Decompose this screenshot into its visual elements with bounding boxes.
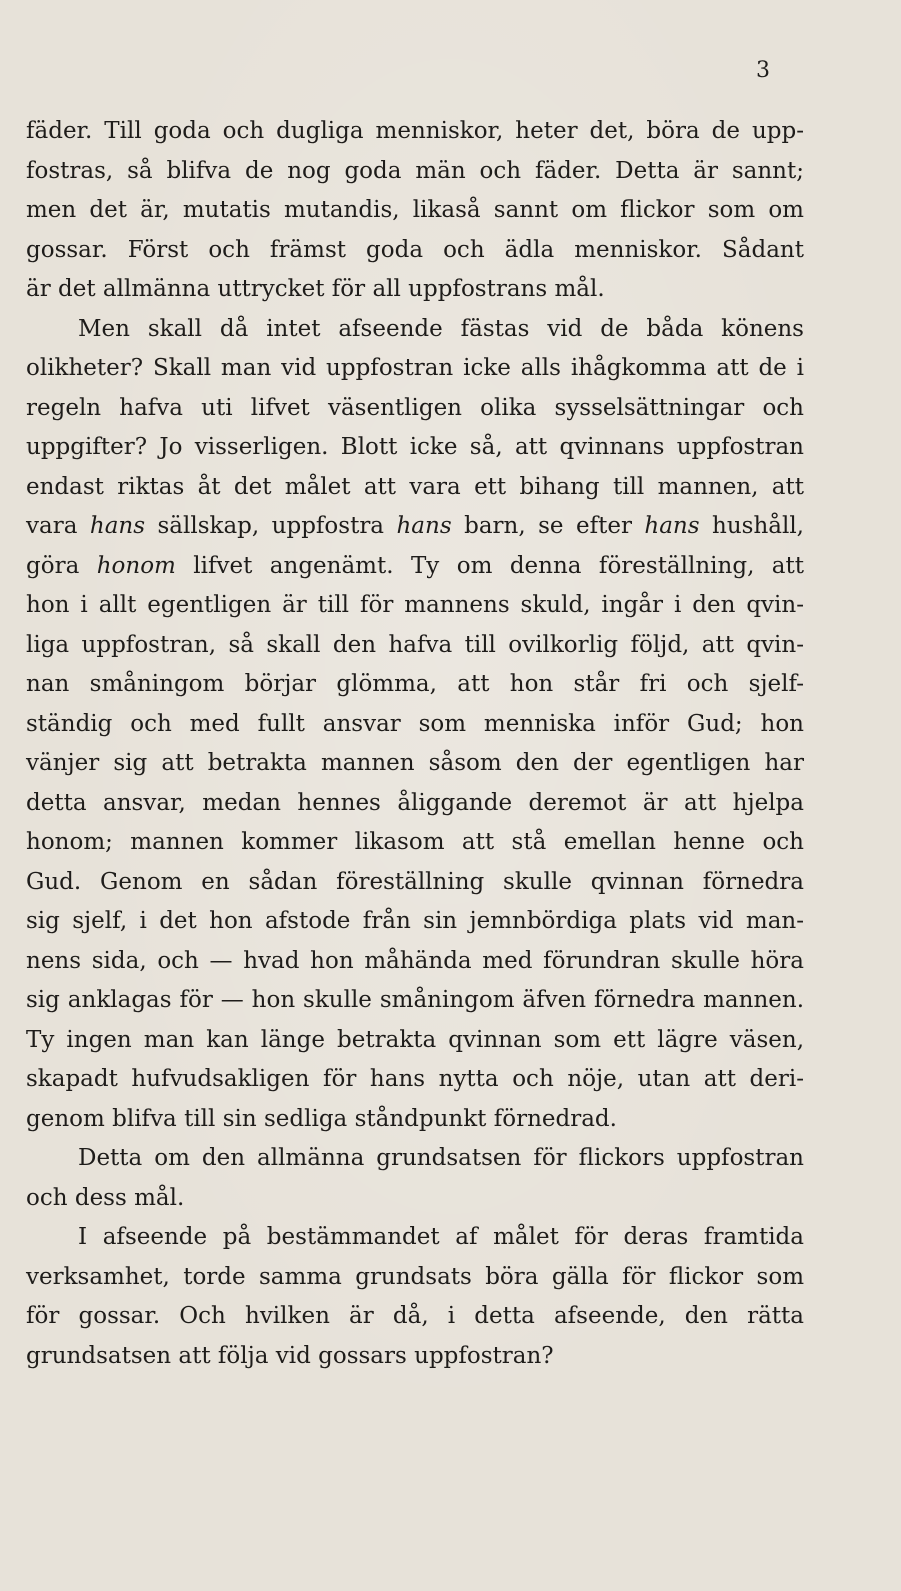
text-segment: barn, se efter — [451, 513, 645, 539]
text-segment: och dess mål. — [26, 1184, 185, 1211]
body-text — [26, 112, 804, 1376]
text-line — [26, 1337, 804, 1377]
text-segment: sig anklagas för — hon skulle småningom äfven förnedra mannen. — [26, 987, 804, 1013]
text-line — [26, 981, 804, 1021]
text-line — [26, 586, 804, 626]
text-segment: genom blifva till sin sedliga ståndpunkt förnedrad. — [26, 1105, 617, 1132]
text-line — [26, 1021, 804, 1061]
text-line — [26, 270, 804, 310]
text-segment: skapadt hufvudsakligen för hans nytta och nöje, utan att deri- — [26, 1066, 804, 1092]
text-segment: honom; mannen kommer likasom att stå emellan henne och — [26, 829, 804, 855]
text-line — [26, 1258, 804, 1298]
text-line — [26, 1218, 804, 1258]
text-line — [26, 863, 804, 903]
text-line — [26, 626, 804, 666]
text-line — [26, 665, 804, 705]
italic-word: hans — [396, 513, 452, 539]
text-line — [26, 1179, 804, 1219]
text-segment: olikheter? Skall man vid uppfostran icke alls ihågkomma att de i — [26, 355, 804, 381]
text-segment: hon i allt egentligen är till för mannens skuld, ingår i den qvin- — [26, 592, 804, 618]
text-segment: fäder. Till goda och dugliga menniskor, heter det, böra de upp- — [26, 118, 804, 144]
text-line — [26, 428, 804, 468]
text-segment: detta ansvar, medan hennes åliggande deremot är att hjelpa — [26, 789, 804, 816]
text-segment: Gud. Genom en sådan föreställning skulle qvinnan förnedra — [26, 868, 804, 895]
text-segment: gossar. Först och främst goda och ädla menniskor. Sådant — [26, 236, 804, 263]
text-segment: regeln hafva uti lifvet väsentligen olika sysselsättningar och — [26, 394, 804, 421]
text-segment: ständig och med fullt ansvar som menniska inför Gud; hon — [26, 710, 804, 737]
text-line — [26, 1060, 804, 1100]
text-segment: sig sjelf, i det hon afstode från sin jemnbördiga plats vid man- — [26, 908, 804, 934]
text-segment: nens sida, och — hvad hon måhända med förundran skulle höra — [26, 947, 804, 974]
text-line — [26, 310, 804, 350]
text-line — [26, 547, 804, 587]
text-segment: fostras, så blifva de nog goda män och fäder. Detta är sannt; — [26, 157, 804, 184]
text-line — [26, 389, 804, 429]
italic-word: hans — [644, 513, 700, 539]
text-segment: uppgifter? Jo visserligen. Blott icke så, att qvinnans uppfostran — [26, 434, 804, 460]
text-segment: nan småningom börjar glömma, att hon står fri och sjelf- — [26, 671, 804, 697]
text-line — [26, 152, 804, 192]
text-segment: liga uppfostran, så skall den hafva till ovilkorlig följd, att qvin- — [26, 631, 804, 658]
text-line — [26, 231, 804, 271]
text-segment: Ty ingen man kan länge betrakta qvinnan som ett lägre väsen, — [26, 1026, 804, 1053]
text-line — [26, 823, 804, 863]
text-line — [26, 784, 804, 824]
text-segment: men det är, mutatis mutandis, likaså sannt om flickor som om — [26, 197, 804, 223]
text-segment: verksamhet, torde samma grundsats böra gälla för flickor som — [26, 1263, 804, 1290]
text-segment: vara — [26, 513, 90, 539]
text-line — [26, 507, 804, 547]
text-line — [26, 1297, 804, 1337]
text-line — [26, 1139, 804, 1179]
text-line — [26, 902, 804, 942]
text-line — [26, 1100, 804, 1140]
text-line — [26, 705, 804, 745]
text-segment: för gossar. Och hvilken är då, i detta afseende, den rätta — [26, 1303, 804, 1329]
text-line — [26, 468, 804, 508]
text-segment: endast riktas åt det målet att vara ett bihang till mannen, att — [26, 473, 804, 500]
italic-word: hans — [89, 513, 146, 539]
text-line — [26, 744, 804, 784]
text-line — [26, 191, 804, 231]
page-number: 3 — [756, 58, 770, 83]
text-line — [26, 112, 804, 152]
text-segment: I afseende på bestämmandet af målet för deras framtida — [78, 1224, 804, 1250]
text-segment: göra — [26, 552, 97, 579]
text-segment: sällskap, uppfostra — [145, 513, 397, 539]
text-segment: lifvet angenämt. Ty om denna föreställning, att — [175, 552, 805, 579]
italic-word: honom — [96, 552, 176, 579]
text-line — [26, 942, 804, 982]
text-segment: Men skall då intet afseende fästas vid de båda könens — [78, 315, 804, 342]
text-segment: vänjer sig att betrakta mannen såsom den der egentligen har — [26, 750, 804, 776]
text-line — [26, 349, 804, 389]
text-segment: är det allmänna uttrycket för all uppfostrans mål. — [26, 276, 605, 302]
text-segment: grundsatsen att följa vid gossars uppfostran? — [26, 1342, 554, 1369]
text-segment: hushåll, — [699, 513, 804, 539]
text-segment: Detta om den allmänna grundsatsen för flickors uppfostran — [78, 1145, 804, 1171]
